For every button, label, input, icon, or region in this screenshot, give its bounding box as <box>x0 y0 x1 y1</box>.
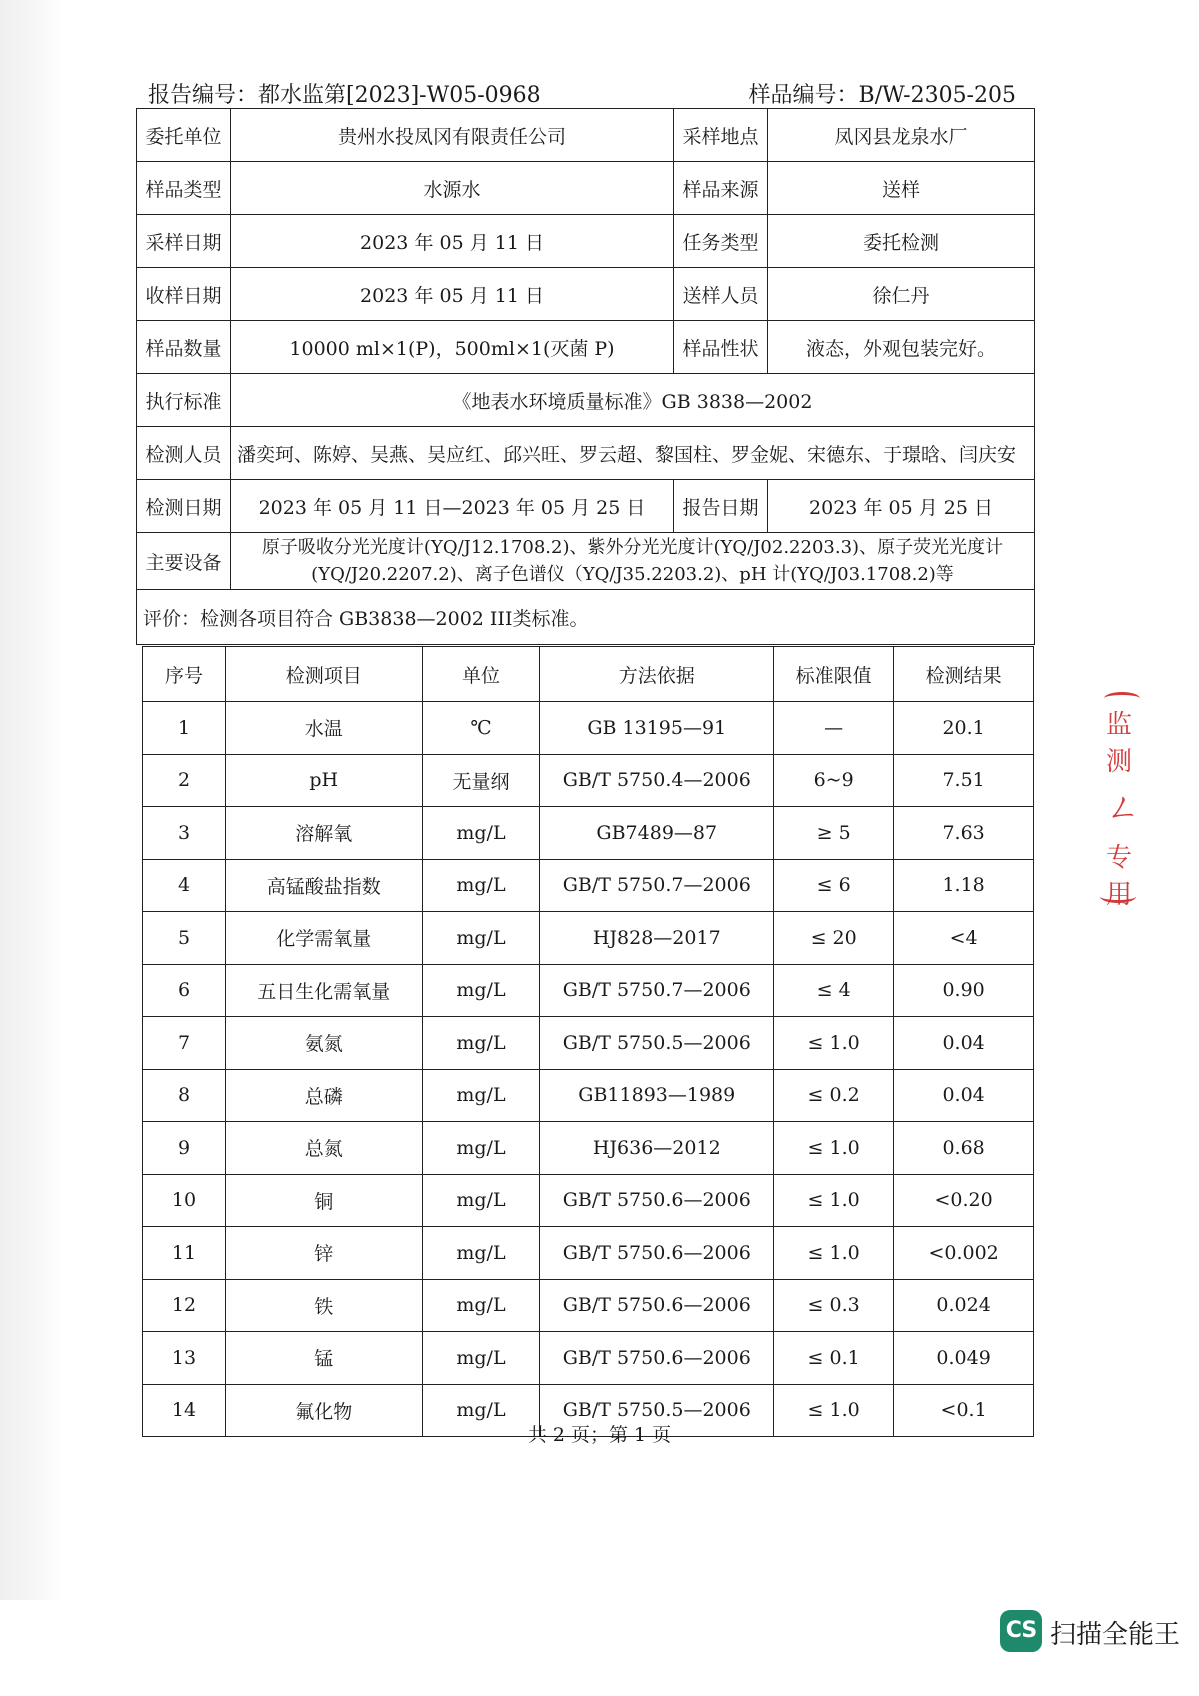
header-cell: 单位 <box>422 647 540 702</box>
info-row <box>137 268 1035 321</box>
quantity-label: 样品数量 <box>137 321 231 374</box>
table-cell: mg/L <box>422 1227 540 1280</box>
type-value: 水源水 <box>231 162 674 215</box>
table-row <box>143 702 1034 755</box>
table-cell: HJ828—2017 <box>540 912 774 965</box>
table-cell: GB/T 5750.5—2006 <box>540 1017 774 1070</box>
stamp-text: 专用 <box>1106 843 1133 910</box>
table-cell: 13 <box>143 1332 226 1385</box>
table-cell: GB/T 5750.4—2006 <box>540 754 774 807</box>
table-cell: 氨氮 <box>225 1017 422 1070</box>
table-cell: 氟化物 <box>225 1384 422 1437</box>
info-row <box>137 109 1035 162</box>
table-row <box>143 859 1034 912</box>
table-cell: ≤ 4 <box>774 964 894 1017</box>
table-cell: GB/T 5750.7—2006 <box>540 859 774 912</box>
table-cell: <0.1 <box>894 1384 1034 1437</box>
table-cell: ≤ 1.0 <box>774 1017 894 1070</box>
table-cell: — <box>774 702 894 755</box>
table-cell: GB/T 5750.5—2006 <box>540 1384 774 1437</box>
table-cell: mg/L <box>422 1332 540 1385</box>
client-value: 贵州水投凤冈有限责任公司 <box>231 109 674 162</box>
table-cell: 0.68 <box>894 1122 1034 1175</box>
table-cell: 10 <box>143 1174 226 1227</box>
type-label: 样品类型 <box>137 162 231 215</box>
client-label: 委托单位 <box>137 109 231 162</box>
table-cell: mg/L <box>422 1069 540 1122</box>
table-cell: 高锰酸盐指数 <box>225 859 422 912</box>
table-cell: mg/L <box>422 912 540 965</box>
task-value: 委托检测 <box>768 215 1035 268</box>
table-cell: 锌 <box>225 1227 422 1280</box>
table-cell: GB11893—1989 <box>540 1069 774 1122</box>
testers-value: 潘奕珂、陈婷、吴燕、吴应红、邱兴旺、罗云超、黎国柱、罗金妮、宋德东、于璟晗、闫庆安 <box>231 427 1035 480</box>
table-cell: ≤ 1.0 <box>774 1384 894 1437</box>
table-row <box>143 1122 1034 1175</box>
scanner-watermark <box>1000 1608 1180 1656</box>
table-cell: 7 <box>143 1017 226 1070</box>
table-cell: GB 13195—91 <box>540 702 774 755</box>
table-cell: ≤ 0.2 <box>774 1069 894 1122</box>
table-cell: 2 <box>143 754 226 807</box>
table-cell: HJ636—2012 <box>540 1122 774 1175</box>
table-cell: 7.63 <box>894 807 1034 860</box>
report-date-value: 2023 年 05 月 25 日 <box>768 480 1035 533</box>
table-cell: 化学需氧量 <box>225 912 422 965</box>
table-cell: 总氮 <box>225 1122 422 1175</box>
header-cell: 序号 <box>143 647 226 702</box>
site-value: 凤冈县龙泉水厂 <box>768 109 1035 162</box>
table-cell: <4 <box>894 912 1034 965</box>
table-cell: 1.18 <box>894 859 1034 912</box>
table-cell: 6~9 <box>774 754 894 807</box>
character-value: 液态，外观包装完好。 <box>768 321 1035 374</box>
table-cell: 8 <box>143 1069 226 1122</box>
table-row <box>143 1227 1034 1280</box>
info-row <box>137 480 1035 533</box>
stamp-mark: ㄥ <box>1106 788 1140 828</box>
table-cell: ≤ 1.0 <box>774 1227 894 1280</box>
table-cell: ≤ 20 <box>774 912 894 965</box>
report-number: 报告编号：都水监第[2023]-W05-0968 <box>148 83 541 108</box>
page-footer: 共 2 页；第 1 页 <box>527 1424 672 1446</box>
table-cell: mg/L <box>422 1279 540 1332</box>
stamp-border <box>1100 890 1136 903</box>
testers-label: 检测人员 <box>137 427 231 480</box>
task-label: 任务类型 <box>674 215 768 268</box>
header-cell: 检测结果 <box>894 647 1034 702</box>
table-cell: 锰 <box>225 1332 422 1385</box>
table-cell: ≥ 5 <box>774 807 894 860</box>
table-cell: mg/L <box>422 1122 540 1175</box>
info-row <box>137 590 1035 645</box>
table-cell: 3 <box>143 807 226 860</box>
table-row <box>143 1069 1034 1122</box>
equipment-value <box>231 533 1035 590</box>
results-header-row <box>143 647 1034 702</box>
table-cell: ≤ 1.0 <box>774 1122 894 1175</box>
info-row <box>137 215 1035 268</box>
watermark-text: 扫描全能王 <box>1050 1620 1181 1650</box>
table-cell: ≤ 0.1 <box>774 1332 894 1385</box>
equipment-line: (YQ/J20.2207.2)、离子色谱仪（YQ/J35.2203.2)、pH 计(YQ/J03.1708.2)等 <box>311 564 954 585</box>
table-row <box>143 912 1034 965</box>
table-cell: 0.04 <box>894 1017 1034 1070</box>
table-cell: 铜 <box>225 1174 422 1227</box>
source-value: 送样 <box>768 162 1035 215</box>
sender-label: 送样人员 <box>674 268 768 321</box>
table-cell: <0.20 <box>894 1174 1034 1227</box>
sample-number: 样品编号：B/W-2305-205 <box>748 83 1016 108</box>
table-cell: GB7489—87 <box>540 807 774 860</box>
table-row <box>143 754 1034 807</box>
standard-value: 《地表水环境质量标准》GB 3838—2002 <box>231 374 1035 427</box>
table-row <box>143 807 1034 860</box>
scan-edge-left <box>0 0 62 1600</box>
camscanner-icon: CS <box>1000 1610 1042 1652</box>
sampling-date-label: 采样日期 <box>137 215 231 268</box>
table-cell: GB/T 5750.6—2006 <box>540 1174 774 1227</box>
table-cell: 0.04 <box>894 1069 1034 1122</box>
table-cell: 11 <box>143 1227 226 1280</box>
table-cell: 6 <box>143 964 226 1017</box>
table-cell: pH <box>225 754 422 807</box>
table-cell: 总磷 <box>225 1069 422 1122</box>
table-cell: GB/T 5750.6—2006 <box>540 1279 774 1332</box>
receive-date-value: 2023 年 05 月 11 日 <box>231 268 674 321</box>
table-row <box>143 1279 1034 1332</box>
standard-label: 执行标准 <box>137 374 231 427</box>
evaluation-text: 评价：检测各项目符合 GB3838—2002 III类标准。 <box>137 590 1035 645</box>
character-label: 样品性状 <box>674 321 768 374</box>
table-cell: 7.51 <box>894 754 1034 807</box>
test-date-value: 2023 年 05 月 11 日—2023 年 05 月 25 日 <box>231 480 674 533</box>
table-cell: mg/L <box>422 807 540 860</box>
table-cell: <0.002 <box>894 1227 1034 1280</box>
table-cell: 4 <box>143 859 226 912</box>
table-row <box>143 1174 1034 1227</box>
table-cell: 12 <box>143 1279 226 1332</box>
equipment-line: 原子吸收分光光度计(YQ/J12.1708.2)、紫外分光光度计(YQ/J02.2203.3)、原子荧光光度计 <box>261 537 1004 558</box>
table-cell: 无量纲 <box>422 754 540 807</box>
table-cell: mg/L <box>422 964 540 1017</box>
results-body <box>143 647 1034 1437</box>
table-cell: 水温 <box>225 702 422 755</box>
table-cell: 0.024 <box>894 1279 1034 1332</box>
sampling-date-value: 2023 年 05 月 11 日 <box>231 215 674 268</box>
table-cell: 14 <box>143 1384 226 1437</box>
sender-value: 徐仁丹 <box>768 268 1035 321</box>
info-row <box>137 533 1035 590</box>
info-row <box>137 321 1035 374</box>
stamp-text: 监测 <box>1106 710 1133 777</box>
table-cell: ≤ 0.3 <box>774 1279 894 1332</box>
quantity-value: 10000 ml×1(P)，500ml×1(灭菌 P) <box>231 321 674 374</box>
test-date-label: 检测日期 <box>137 480 231 533</box>
receive-date-label: 收样日期 <box>137 268 231 321</box>
table-cell: mg/L <box>422 1017 540 1070</box>
table-cell: 溶解氧 <box>225 807 422 860</box>
red-seal-stamp <box>1100 692 1142 910</box>
table-cell: GB/T 5750.7—2006 <box>540 964 774 1017</box>
table-cell: ≤ 1.0 <box>774 1174 894 1227</box>
results-table <box>142 646 1034 1437</box>
table-cell: GB/T 5750.6—2006 <box>540 1227 774 1280</box>
table-cell: GB/T 5750.6—2006 <box>540 1332 774 1385</box>
table-cell: ≤ 6 <box>774 859 894 912</box>
info-row <box>137 162 1035 215</box>
site-label: 采样地点 <box>674 109 768 162</box>
table-cell: 铁 <box>225 1279 422 1332</box>
table-cell: mg/L <box>422 1174 540 1227</box>
table-cell: mg/L <box>422 859 540 912</box>
header-cell: 方法依据 <box>540 647 774 702</box>
sample-info-table <box>136 108 1035 645</box>
header-cell: 标准限值 <box>774 647 894 702</box>
table-cell: mg/L <box>422 1384 540 1437</box>
table-cell: 1 <box>143 702 226 755</box>
source-label: 样品来源 <box>674 162 768 215</box>
info-row <box>137 374 1035 427</box>
equipment-label: 主要设备 <box>137 533 231 590</box>
table-cell: ℃ <box>422 702 540 755</box>
table-cell: 20.1 <box>894 702 1034 755</box>
table-cell: 5 <box>143 912 226 965</box>
info-row <box>137 427 1035 480</box>
table-row <box>143 964 1034 1017</box>
table-cell: 9 <box>143 1122 226 1175</box>
table-row <box>143 1332 1034 1385</box>
table-row <box>143 1017 1034 1070</box>
report-date-label: 报告日期 <box>674 480 768 533</box>
table-cell: 0.049 <box>894 1332 1034 1385</box>
table-cell: 五日生化需氧量 <box>225 964 422 1017</box>
table-cell: 0.90 <box>894 964 1034 1017</box>
header-cell: 检测项目 <box>225 647 422 702</box>
